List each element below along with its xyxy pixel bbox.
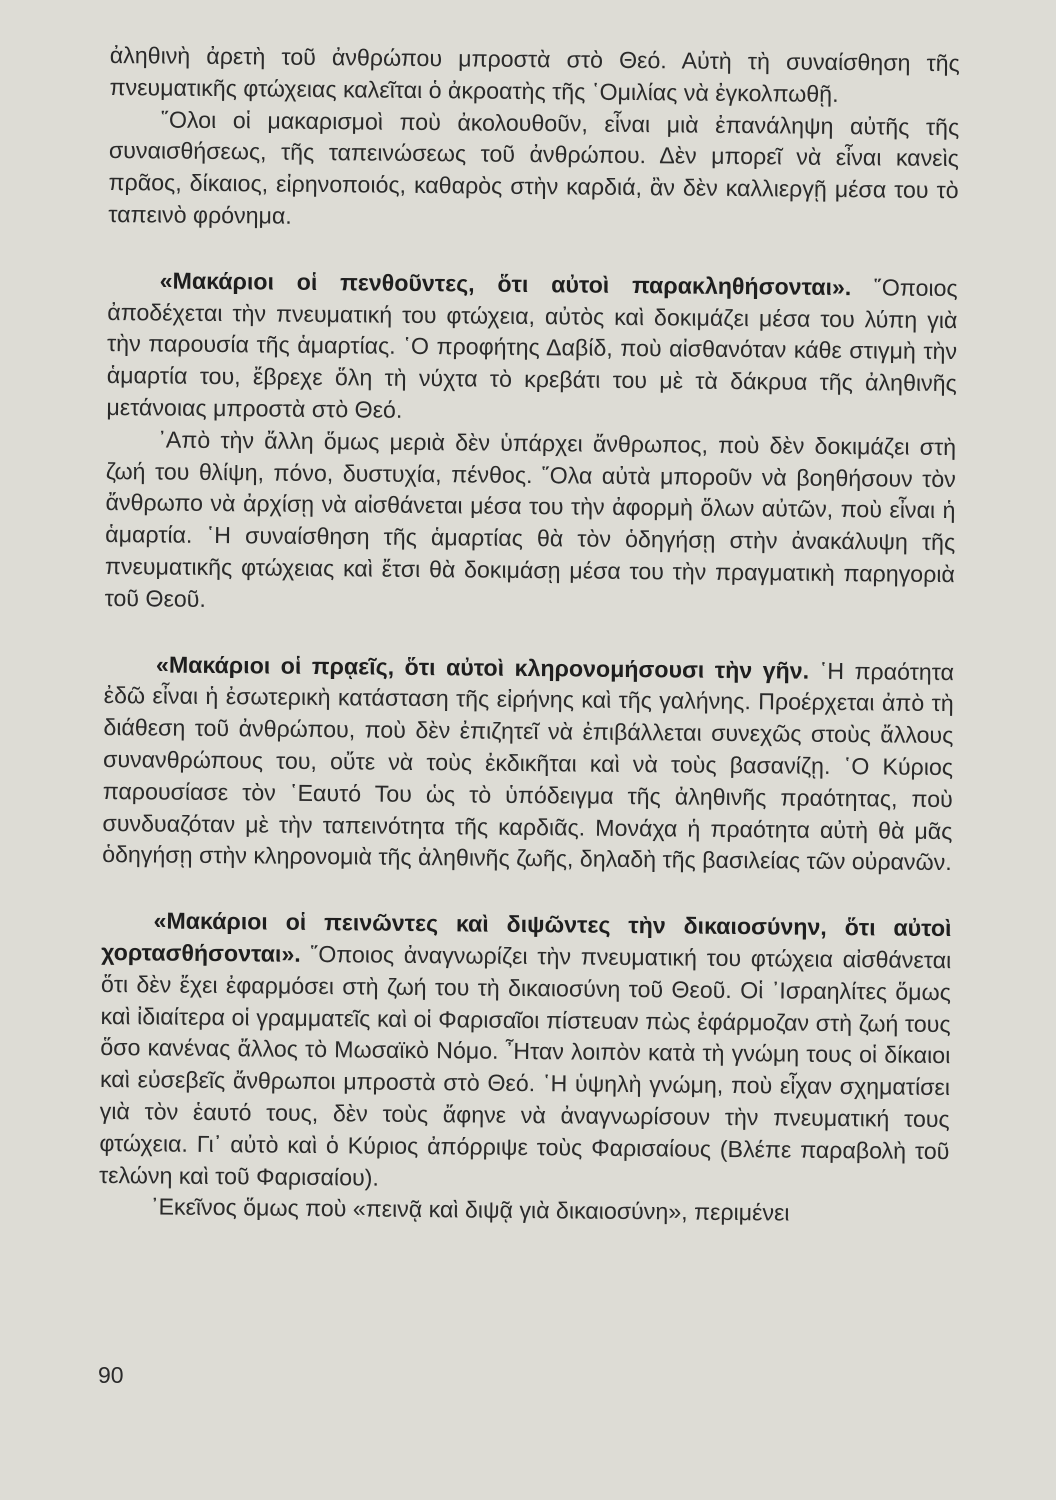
paragraph-4 [104,424,956,623]
beatitude-heading: «Μακάριοι οἱ πενθοῦντες, ὅτι αὐτοὶ παρακληθήσονται». [159,267,852,300]
page-number: 90 [98,1362,124,1388]
beatitude-heading: «Μακάριοι οἱ πρᾳεῖς, ὅτι αὐτοὶ κληρονομήσουσι τὴν γῆν. [155,651,810,684]
paragraph-text: ῞Ολοι οἱ μακαρισμοὶ ποὺ ἀκολουθοῦν, εἶναι μιὰ ἐπανάληψη αὐτῆς τῆς συναισθήσεως, τῆς ταπεινώσεως τοῦ ἀνθρώπου. Δὲν μπορεῖ νὰ εἶναι κανεὶς πρᾶος, δίκαιος, εἰρηνοποιός, καθαρὸς στὴν καρδιά, ἂν δὲν καλλιεργῇ μέσα του τὸ ταπεινὸ φρόνημα. [108,106,960,229]
paragraph-7 [99,1191,949,1231]
beatitude-mourn [106,265,957,432]
paragraph-text: ῞Οποιος ἀναγνωρίζει τὴν πνευματική του φτώχεια αἰσθάνεται ὅτι δὲν ἔχει ἐφαρμόσει στὴ ζωή του τὴ δικαιοσύνη τοῦ Θεοῦ. Οἱ ᾿Ισραηλίτες ὅμως καὶ ἰδιαίτερα οἱ γραμματεῖς καὶ οἱ Φαρισαῖοι πίστευαν πὼς ἐφάρμοζαν στὴ ζωή τους ὅσο κανένας ἄλλος τὸ Μωσαϊκὸ Νόμο. ῏Ηταν λοιπὸν κατὰ τὴ γνώμη τους οἱ δίκαιοι καὶ εὐσεβεῖς ἄνθρωποι μπροστὰ στὸ Θεό. ῾Η ὑψηλὴ γνώμη, ποὺ εἶχαν σχηματίσει γιὰ τὸν ἑαυτό τους, δὲν τοὺς ἄφηνε νὰ ἀναγνωρίσουν τὴν πνευματική τους φτώχεια. Γι᾿ αὐτὸ καὶ ὁ Κύριος ἀπόρριψε τοὺς Φαρισαίους (Βλέπε παραβολὴ τοῦ τελώνη καὶ τοῦ Φαρισαίου). [98,940,952,1191]
beatitude-heading: «Μακάριοι οἱ πεινῶντες καὶ διψῶντες τὴν δικαιοσύνην, ὅτι αὐτοὶ χορτασθήσονται». [101,907,952,967]
paragraph-text: ᾿Απὸ τὴν ἄλλη ὅμως μεριὰ δὲν ὑπάρχει ἄνθρωπος, ποὺ δὲν δοκιμάζει στὴ ζωή του θλίψη, πόνο, δυστυχία, πένθος. ῞Ολα αὐτὰ μποροῦν νὰ βοηθήσουν τὸν ἄνθρωπο νὰ ἀρχίσῃ νὰ αἰσθάνεται μέσα του τὴν ἀφορμὴ ὅλων αὐτῶν, ποὺ εἶναι ἡ ἁμαρτία. ῾Η συναίσθηση τῆς ἁμαρτίας θὰ τὸν ὁδηγήσῃ στὴν ἀνακάλυψη τῆς πνευματικῆς φτώχειας καὶ ἔτσι θὰ δοκιμάσῃ μέσα του τὴν πραγματικὴ παρηγοριὰ τοῦ Θεοῦ. [104,426,957,612]
paragraph-text: ἀληθινὴ ἀρετὴ τοῦ ἀνθρώπου μπροστὰ στὸ Θεό. Αὐτὴ τὴ συναίσθηση τῆς πνευματικῆς φτώχειας καλεῖται ὁ ἀκροατὴς τῆς ῾Ομιλίας νὰ ἐγκολπωθῇ. [109,41,960,107]
beatitude-meek [102,649,954,880]
paragraph-text: ῞Οποιος ἀποδέχεται τὴν πνευματική του φτώχεια, αὐτὸς καὶ δοκιμάζει μέσα του λύπη γιὰ τὴν παρουσία τῆς ἁμαρτίας. ῾Ο προφήτης Δαβίδ, ποὺ αἰσθανόταν κάθε στιγμὴ τὴν ἁμαρτία του, ἔβρεχε ὅλη τὴ νύχτα τὸ κρεβάτι του μὲ τὰ δάκρυα τῆς ἀληθινῆς μετάνοιας μπροστὰ στὸ Θεό. [106,273,958,423]
paragraph-text: ῾Η πραότητα ἐδῶ εἶναι ἡ ἐσωτερικὴ κατάσταση τῆς εἰρήνης καὶ τῆς γαλήνης. Προέρχεται ἀπὸ τὴ διάθεση τοῦ ἀνθρώπου, ποὺ δὲν ἐπιζητεῖ νὰ ἐπιβάλλεται συνεχῶς στοὺς ἄλλους συνανθρώπους του, οὔτε νὰ τοὺς ἐκδικῆται καὶ νὰ τοὺς βασανίζῃ. ῾Ο Κύριος παρουσίασε τὸν ῾Εαυτό Του ὡς τὸ ὑπόδειγμα τῆς ἀληθινῆς πραότητας, ποὺ συνδυαζόταν μὲ τὴν ταπεινότητα τῆς καρδιᾶς. Μονάχα ἡ πραότητα αὐτὴ θὰ μᾶς ὁδηγήσῃ στὴν κληρονομιὰ τῆς ἀληθινῆς ζωῆς, δηλαδὴ τῆς βασιλείας τῶν οὐρανῶν. [102,657,955,876]
beatitude-hunger [99,905,952,1199]
body-text [99,40,960,1231]
paragraph-2 [108,104,959,239]
paragraph-text: ᾿Εκεῖνος ὅμως ποὺ «πεινᾷ καὶ διψᾷ γιὰ δικαιοσύνη», περιμένει [150,1193,790,1226]
paragraph-1 [109,40,960,112]
